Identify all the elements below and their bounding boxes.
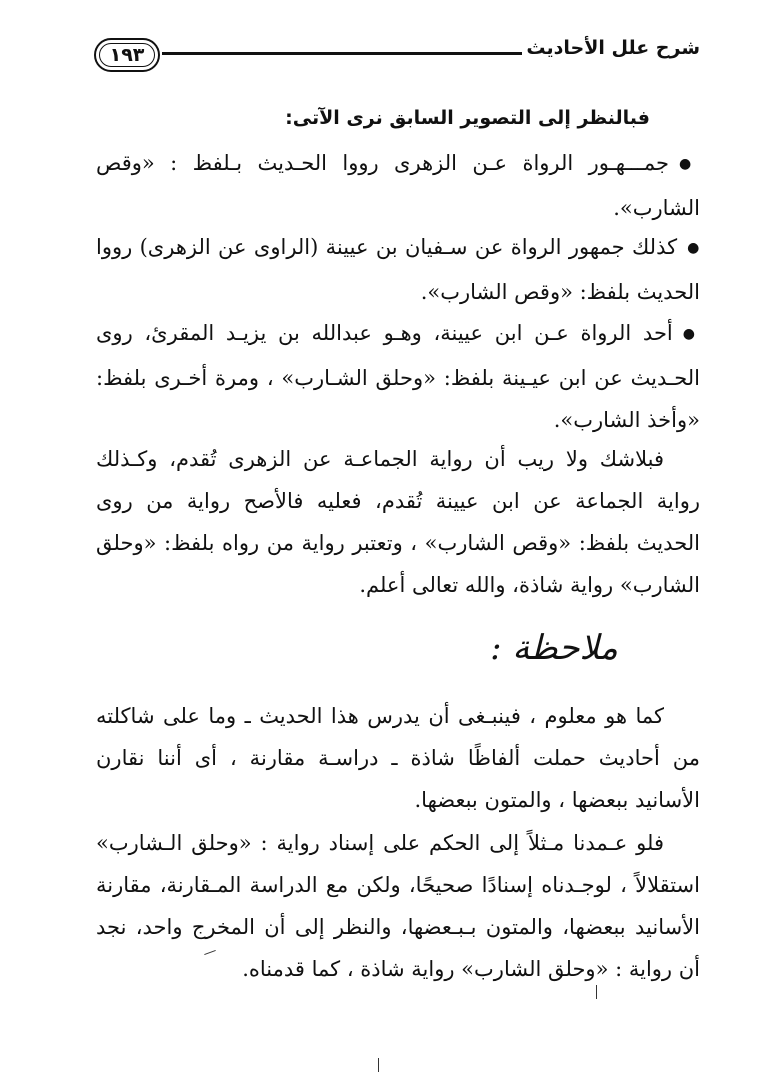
conclusion-paragraph: فبلاشك ولا ريب أن رواية الجماعـة عن الزهرى تُقدم، وكـذلك رواية الجماعة عن ابن عيينة تُقدم، فعليه فالأصح رواية من روى الحديث بلفظ: «وقص الشارب» ، وتعتبر رواية من رواه بلفظ: «وحلق الشارب» رواية شاذة، والله تعالى أعلم. (96, 447, 700, 597)
note-paragraph: فلو عـمدنا مـثلاً إلى الحكم على إسناد رواية : «وحلق الـشارب» استقلالاً ، لوجـدناه إسنادًا صحيحًا، ولكن مع الدراسة المـقارنة، مقارنة الأسانيد ببعضها، والمتون بـبـعضها، والنظر إلى أن المخرج واحد، نجد أن رواية : «وحلق الشارب» رواية شاذة ، كما قدمناه. (96, 831, 700, 981)
bullet-dot-icon (673, 319, 700, 343)
header-rule (162, 52, 522, 55)
bullet-dot-icon (669, 149, 700, 173)
bullet-item (96, 226, 700, 313)
bullet-text: أحد الرواة عـن ابن عيينة، وهـو عبدالله بن يزيـد المقرئ، روى الحـديث عن ابن عيـينة بلفظ: «وحلق الشـارب» ، ومرة أخـرى بلفظ: «وأخذ الشارب». (96, 321, 700, 432)
page-number-badge (94, 38, 160, 72)
bullet-item (96, 142, 700, 229)
section-subheading: فبالنظر إلى التصوير السابق نرى الآتى: (285, 107, 650, 129)
scan-speck (378, 1058, 379, 1072)
page-number: ١٩٣ (109, 44, 145, 66)
note-heading: ملاحظة : (490, 628, 618, 668)
note-paragraph: كما هو معلوم ، فينبـغى أن يدرس هذا الحديث ـ وما على شاكلته من أحاديث حملت ألفاظًا شاذة ـ دراسـة مقارنة ، أى أننا نقارن الأسانيد ببعضها ، والمتون ببعضها. (96, 704, 700, 812)
bullet-text: جمـــهـور الرواة عـن الزهرى رووا الحـديث بـلفظ : «وقص الشارب». (96, 151, 700, 220)
bullet-item (96, 312, 700, 441)
scan-speck (596, 985, 597, 999)
bullet-dot-icon (677, 233, 700, 257)
bullet-text: كذلك جمهور الرواة عن سـفيان بن عيينة (الراوى عن الزهرى) رووا الحديث بلفظ: «وقص الشارب». (96, 235, 700, 304)
running-title: شرح علل الأحاديث (526, 37, 700, 59)
